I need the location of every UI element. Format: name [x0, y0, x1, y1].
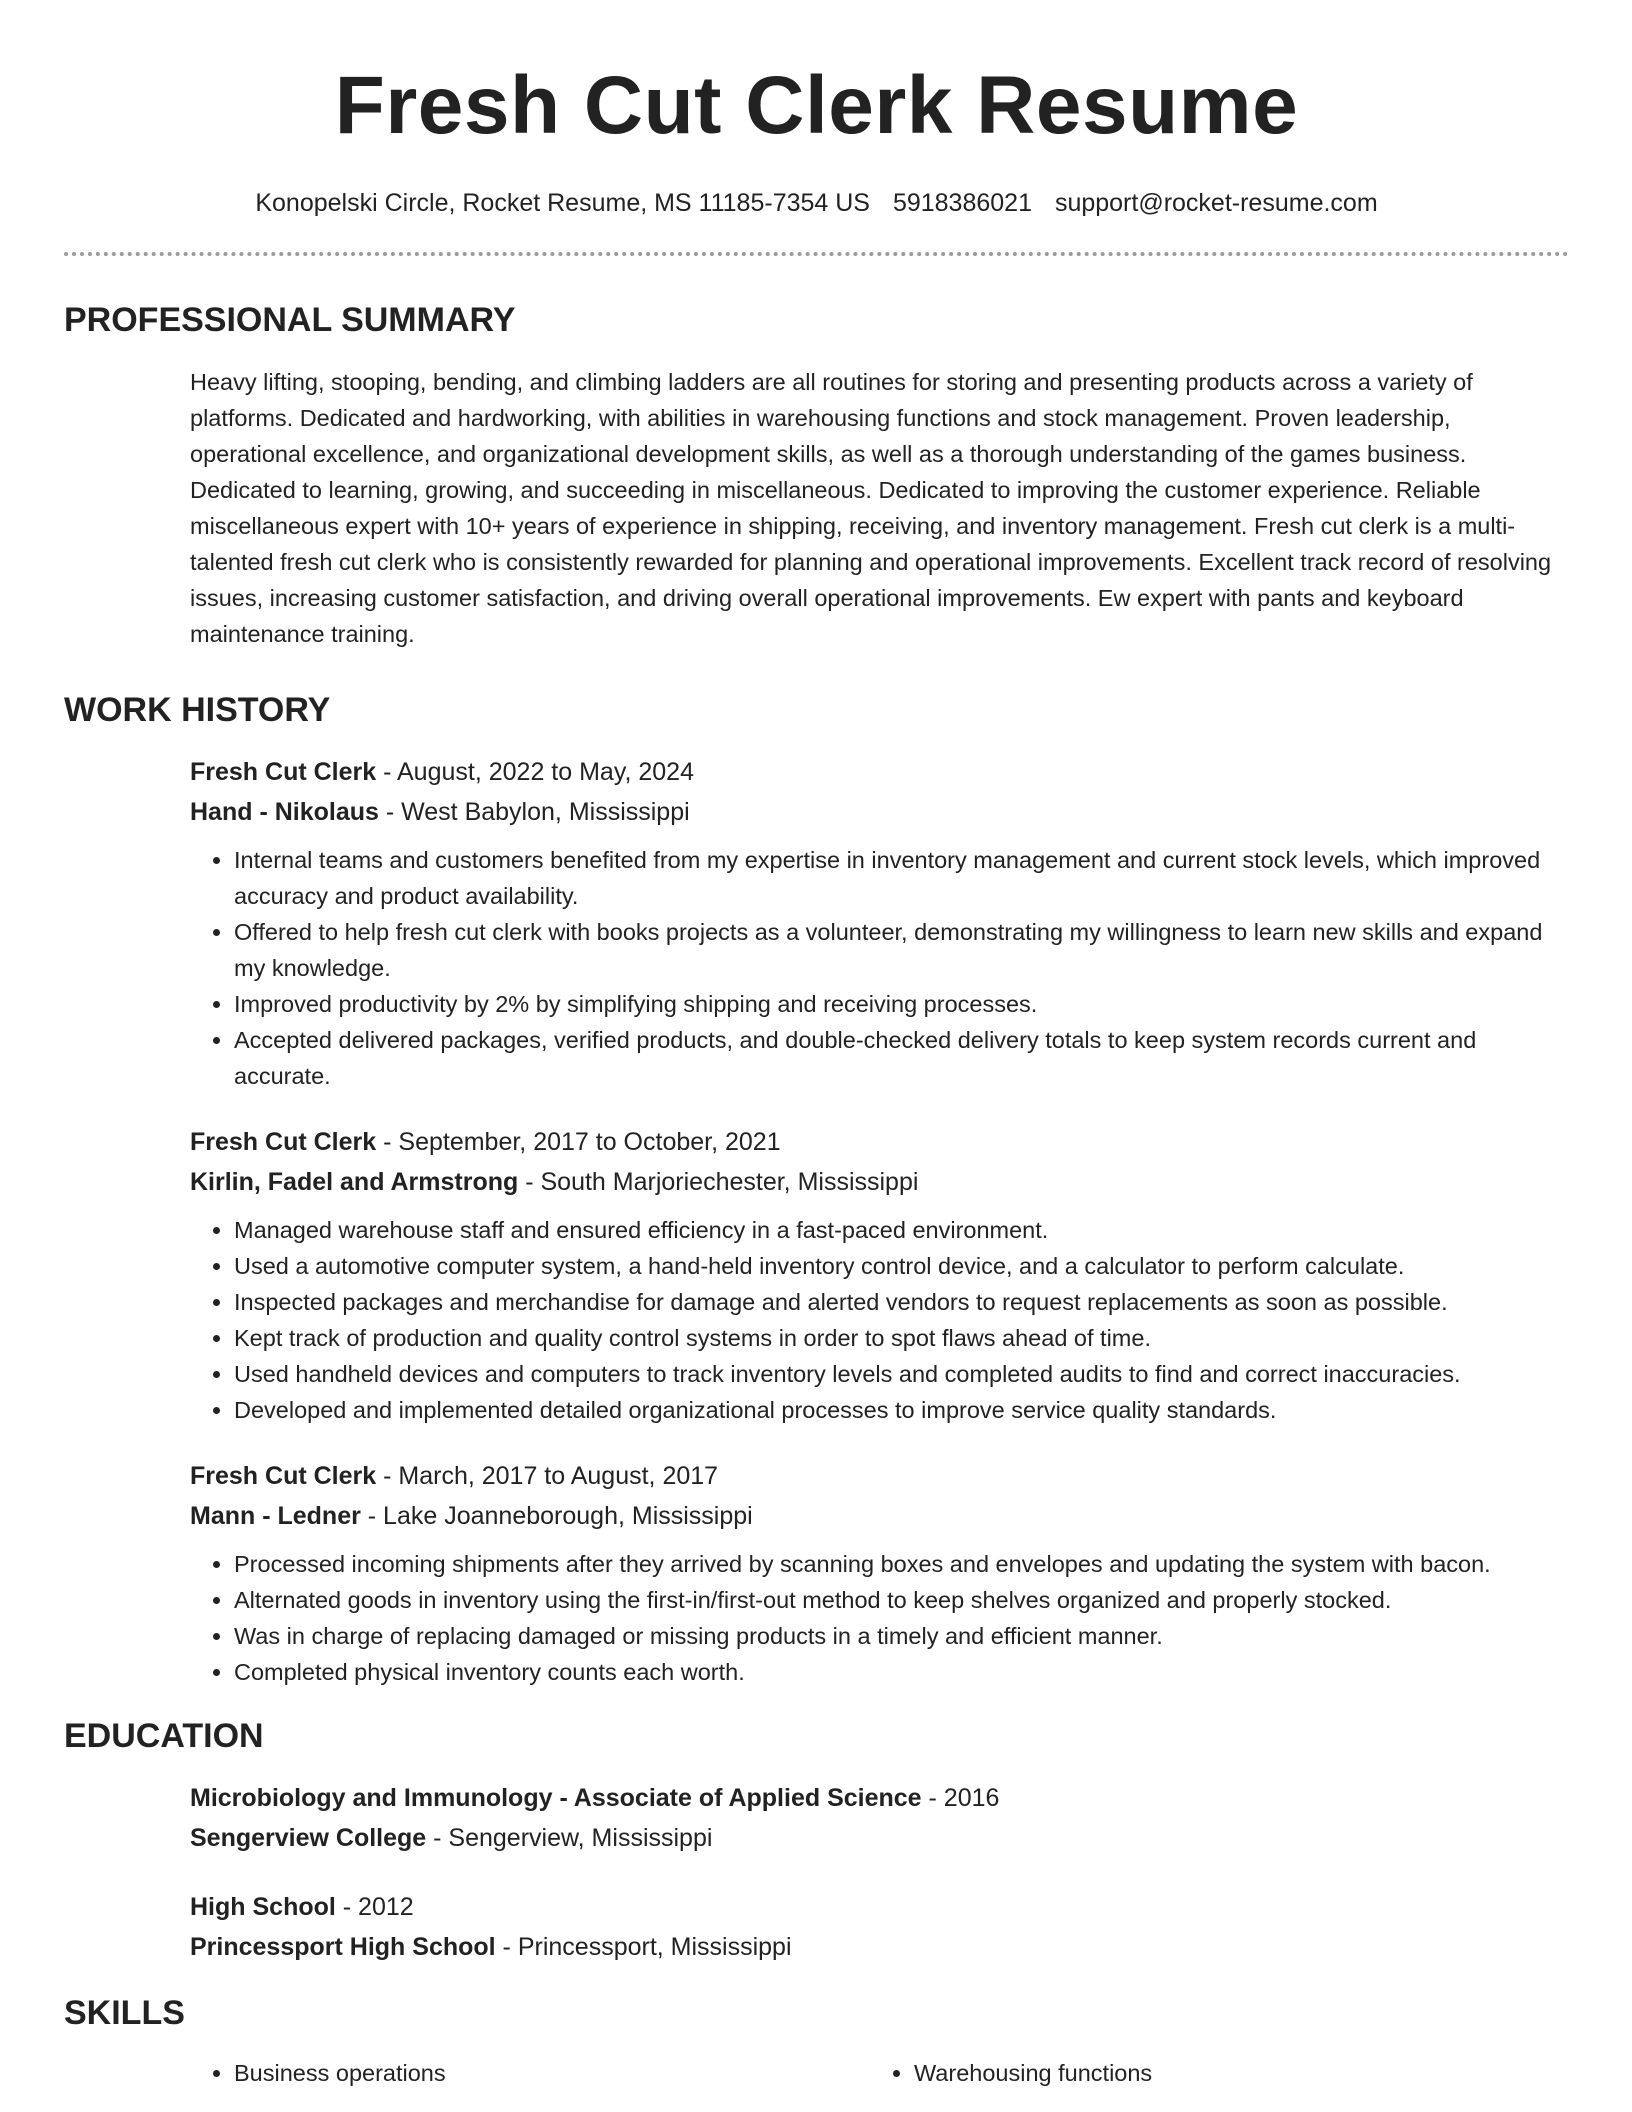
job-1-title-line — [190, 752, 1569, 792]
skill-item: • Business operations — [234, 2055, 870, 2091]
edu-2-degree-line — [190, 1887, 1569, 1927]
edu-2-year: - 2012 — [335, 1893, 414, 1921]
job-1-role: Fresh Cut Clerk — [190, 758, 377, 786]
summary-text: Heavy lifting, stooping, bending, and climbing ladders are all routines for storing and presenting products across a variety of platforms. Dedicated and hardworking, with abilities in warehousing functions and stock management. Proven leadership, operational excellence, and organizational development skills, as well as a thorough understanding of the games business. Dedicated to learning, growing, and succeeding in miscellaneous. Dedicated to improving the customer experience. Reliable miscellaneous expert with 10+ years of experience in shipping, receiving, and inventory management. Fresh cut clerk is a multi-talented fresh cut clerk who is consistently rewarded for planning and operational improvements. Excellent track record of resolving issues, increasing customer satisfaction, and driving overall operational improvements. Ew expert with pants and keyboard maintenance training. — [190, 369, 1552, 647]
list-item: • Managed warehouse staff and ensured efficiency in a fast-paced environment. — [234, 1212, 1569, 1248]
job-3-company: Mann - Ledner — [190, 1502, 361, 1530]
job-1-location: - West Babylon, Mississippi — [378, 798, 690, 826]
summary-heading: PROFESSIONAL SUMMARY — [64, 301, 516, 339]
list-item: • Alternated goods in inventory using the first-in/first-out method to keep shelves organized and properly stocked. — [234, 1582, 1569, 1618]
list-item: • Processed incoming shipments after they arrived by scanning boxes and envelopes and updating the system with bacon. — [234, 1546, 1569, 1582]
job-entry-2 — [190, 1122, 1569, 1428]
job-2-company: Kirlin, Fadel and Armstrong — [190, 1168, 519, 1196]
skills-column-right — [870, 2055, 1550, 2091]
list-item: • Completed physical inventory counts each worth. — [234, 1654, 1569, 1690]
contact-address: Konopelski Circle, Rocket Resume, MS 11185-7354 US — [255, 189, 870, 217]
contact-email: support@rocket-resume.com — [1054, 189, 1378, 217]
list-item: • Was in charge of replacing damaged or missing products in a timely and efficient manner. — [234, 1618, 1569, 1654]
edu-2-degree: High School — [190, 1893, 336, 1921]
education-entry-1 — [190, 1778, 1569, 1858]
list-item: • Offered to help fresh cut clerk with books projects as a volunteer, demonstrating my willingness to learn new skills and expand my knowledge. — [234, 914, 1569, 986]
job-3-location: - Lake Joanneborough, Mississippi — [360, 1502, 753, 1530]
edu-1-degree: Microbiology and Immunology - Associate of Applied Science — [190, 1784, 922, 1812]
skill-item: • Warehousing functions — [914, 2055, 1550, 2091]
job-1-bullets — [190, 842, 1569, 1094]
job-3-title-line — [190, 1456, 1569, 1496]
job-3-dates: - March, 2017 to August, 2017 — [376, 1462, 719, 1490]
edu-1-school: Sengerview College — [190, 1824, 427, 1852]
edu-1-year: - 2016 — [921, 1784, 1000, 1812]
job-3-company-line — [190, 1496, 1569, 1536]
list-item: • Used handheld devices and computers to track inventory levels and completed audits to find and correct inaccuracies. — [234, 1356, 1569, 1392]
job-2-bullets — [190, 1212, 1569, 1428]
contact-phone: 5918386021 — [892, 189, 1032, 217]
list-item: • Used a automotive computer system, a hand-held inventory control device, and a calculator to perform calculate. — [234, 1248, 1569, 1284]
job-entry-3 — [190, 1456, 1569, 1690]
job-2-location: - South Marjoriechester, Mississippi — [518, 1168, 919, 1196]
header-divider — [64, 252, 1569, 256]
edu-2-school-line — [190, 1927, 1569, 1967]
resume-title: Fresh Cut Clerk Resume — [334, 60, 1299, 151]
job-2-title-line — [190, 1122, 1569, 1162]
list-item: • Inspected packages and merchandise for damage and alerted vendors to request replacements as soon as possible. — [234, 1284, 1569, 1320]
job-2-company-line — [190, 1162, 1569, 1202]
edu-1-school-line — [190, 1818, 1569, 1858]
job-2-dates: - September, 2017 to October, 2021 — [376, 1128, 781, 1156]
edu-2-school: Princessport High School — [190, 1933, 496, 1961]
list-item: • Kept track of production and quality control systems in order to spot flaws ahead of time. — [234, 1320, 1569, 1356]
job-1-company: Hand - Nikolaus — [190, 798, 379, 826]
contact-line — [64, 188, 1569, 218]
resume-page — [64, 0, 1569, 2091]
job-entry-1 — [190, 752, 1569, 1094]
job-2-role: Fresh Cut Clerk — [190, 1128, 377, 1156]
edu-1-degree-line — [190, 1778, 1569, 1818]
job-3-role: Fresh Cut Clerk — [190, 1462, 377, 1490]
list-item: • Improved productivity by 2% by simplifying shipping and receiving processes. — [234, 986, 1569, 1022]
list-item: • Accepted delivered packages, verified products, and double-checked delivery totals to keep system records current and accurate. — [234, 1022, 1569, 1094]
skills-heading: SKILLS — [64, 1994, 185, 2032]
education-heading: EDUCATION — [64, 1717, 264, 1755]
job-1-company-line — [190, 792, 1569, 832]
job-3-bullets — [190, 1546, 1569, 1690]
work-history-heading: WORK HISTORY — [64, 691, 331, 729]
edu-2-location: - Princessport, Mississippi — [495, 1933, 792, 1961]
skills-grid — [190, 2055, 1569, 2091]
education-entry-2 — [190, 1887, 1569, 1967]
job-1-dates: - August, 2022 to May, 2024 — [376, 758, 694, 786]
list-item: • Developed and implemented detailed organizational processes to improve service quality standards. — [234, 1392, 1569, 1428]
list-item: • Internal teams and customers benefited from my expertise in inventory management and current stock levels, which improved accuracy and product availability. — [234, 842, 1569, 914]
skills-column-left — [190, 2055, 870, 2091]
edu-1-location: - Sengerview, Mississippi — [426, 1824, 713, 1852]
